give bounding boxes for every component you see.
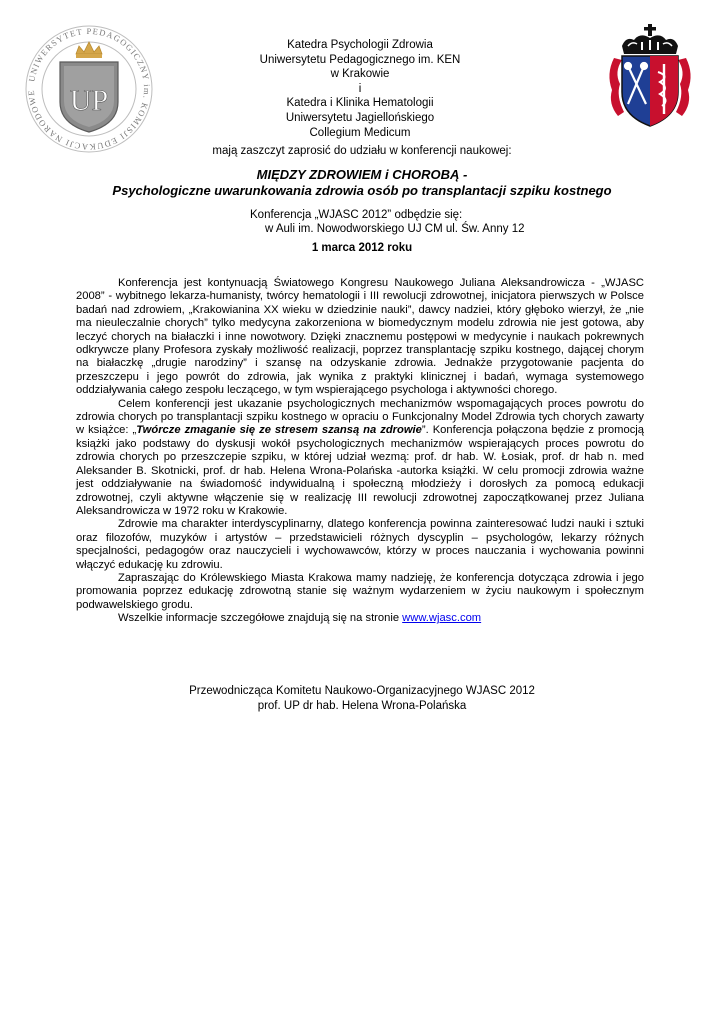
signature-role: Przewodnicząca Komitetu Naukowo-Organizacyjnego WJASC 2012 — [189, 685, 535, 697]
conference-venue — [250, 209, 525, 237]
paragraph-5-text: Wszelkie informacje szczegółowe znajdują się na stronie — [118, 612, 403, 625]
letter-body — [76, 277, 644, 626]
header-line: Uniwersytetu Pedagogicznego im. KEN — [259, 53, 461, 66]
conference-announcement: Konferencja „WJASC 2012” odbędzie się: — [250, 209, 463, 221]
crown-icon — [622, 24, 678, 54]
header-line: Katedra Psychologii Zdrowia — [287, 39, 433, 51]
logo-monogram: UP — [69, 84, 109, 117]
paragraph-2-part-b: ”. Konferencja połączona będzie z promocją książki jako podstawy do dyskusji wokół psychologicznych mechanizmów wspierających proces powrotu do zdrowia chorych po przeszczepie szpiku, w której udział wezmą: prof. dr hab. W. Łosiak, prof. dr hab n. med Aleksander B. Skotnicki, prof. dr hab. Helena Wrona-Polańska -autorka książki. W celu promocji zdrowia ważne jest oddziaływanie na świadomość indywidualną i społeczną młodzieży i dorosłych za pomocą edukacji zdrowotnej, czyli aktywne włączenie się w realizację III rewolucji zdrowotnej zapoczątkowanej przez Juliana Aleksandrowicza w 1972 roku w Krakowie. — [76, 424, 644, 517]
conference-title — [60, 167, 664, 198]
signature-name: prof. UP dr hab. Helena Wrona-Polańska — [257, 699, 467, 712]
header-line: Uniwersytetu Jagiellońskiego — [285, 111, 435, 124]
pedagogical-university-logo — [24, 24, 154, 154]
paragraph-5 — [76, 612, 644, 625]
invitation-line: mają zaszczyt zaprosić do udziału w konferencji naukowej: — [212, 145, 512, 157]
header-line: Katedra i Klinika Hematologii — [286, 97, 434, 110]
paragraph-2-part-a: Celem konferencji jest ukazanie psychologicznych mechanizmów wspomagających proces powrotu do zdrowia chorych po transplantacji szpiku kostnego w opraciu o Funkcjonalny Model Zdrowia tych chorych zawarty w książce: „ — [76, 397, 644, 437]
collegium-medicum-coat-of-arms — [604, 24, 696, 129]
paragraph-1: Konferencja jest kontynuacją Światowego Kongresu Naukowego Juliana Aleksandrowicza - „WJASC 2008” - wybitnego lekarza-humanisty, twórcy hematologii i III rewolucji zdrowotnej, inicjatora pierwszych w Polsce badań nad zdrowiem, „Krakowianina XX wieku w dziedzinie nauki”, dawcy nadziei, który głęboko wierzył, że „nie ma nieuleczalnie chorych” tylko medycyna zakorzeniona w biomedycznym modelu zdrowia nie jest gotowa, aby leczyć chorych na białaczki i inne nowotwory. Dzięki znacznemu postępowi w medycynie i naukach pokrewnych odkrywcze plany Profesora zyskały możliwość realizacji, poprzez transplantację szpiku kostnego, dającej chorym na białaczkę „drugie narodziny” i szansę na odzyskanie zdrowia. Jednakże przygotowanie pacjenta do przeszczepu i jego powrót do zdrowia, jak wynika z praktyki klinicznej i badań, wymaga systemowego oddziaływania całego zespołu leczącego, w tym wspierającego psychologa i aktywności chorego. — [76, 277, 644, 397]
paragraph-4: Zapraszając do Królewskiego Miasta Krakowa mamy nadzieję, że konferencja dotycząca zdrowia i jego promowania poprzez edukację zdrowotną stanie się ważnym wydarzeniem w życiu naukowym i społecznym podwawelskiego grodu. — [76, 571, 644, 611]
website-link[interactable]: www.wjasc.com — [402, 612, 482, 625]
logo-ring-text: UNIWERSYTET PEDAGOGICZNY im. KOMISJI EDUKACJI NARODOWE — [25, 25, 153, 153]
book-title: Twórcze zmaganie się ze stresem szansą na zdrowie — [136, 424, 422, 437]
conference-place: w Auli im. Nowodworskiego UJ CM ul. Św. Anny 12 — [265, 222, 525, 235]
conference-date: 1 marca 2012 roku — [311, 242, 413, 254]
header-line: i — [358, 82, 362, 95]
signature — [0, 684, 724, 713]
organizers-header — [160, 38, 560, 140]
header-line: Collegium Medicum — [309, 126, 411, 139]
crown-icon — [76, 42, 102, 58]
paragraph-3: Zdrowie ma charakter interdyscyplinarny, dlatego konferencja powinna zainteresować ludzi nauki i sztuki oraz filozofów, muzyków i artystów – przedstawicieli różnych dyscyplin – psychologów, lekarzy różnych specjalności, pedagogów oraz nauczycieli i wychowawców, którzy w proces nauczania i wychowania powinni włączyć edukację ku zdrowiu. — [76, 518, 644, 571]
title-line-1: MIĘDZY ZDROWIEM i CHOROBĄ - — [256, 167, 468, 182]
paragraph-2 — [76, 398, 644, 519]
header-line: w Krakowie — [330, 68, 390, 81]
title-line-2: Psychologiczne uwarunkowania zdrowia osób po transplantacji szpiku kostnego — [112, 182, 612, 198]
